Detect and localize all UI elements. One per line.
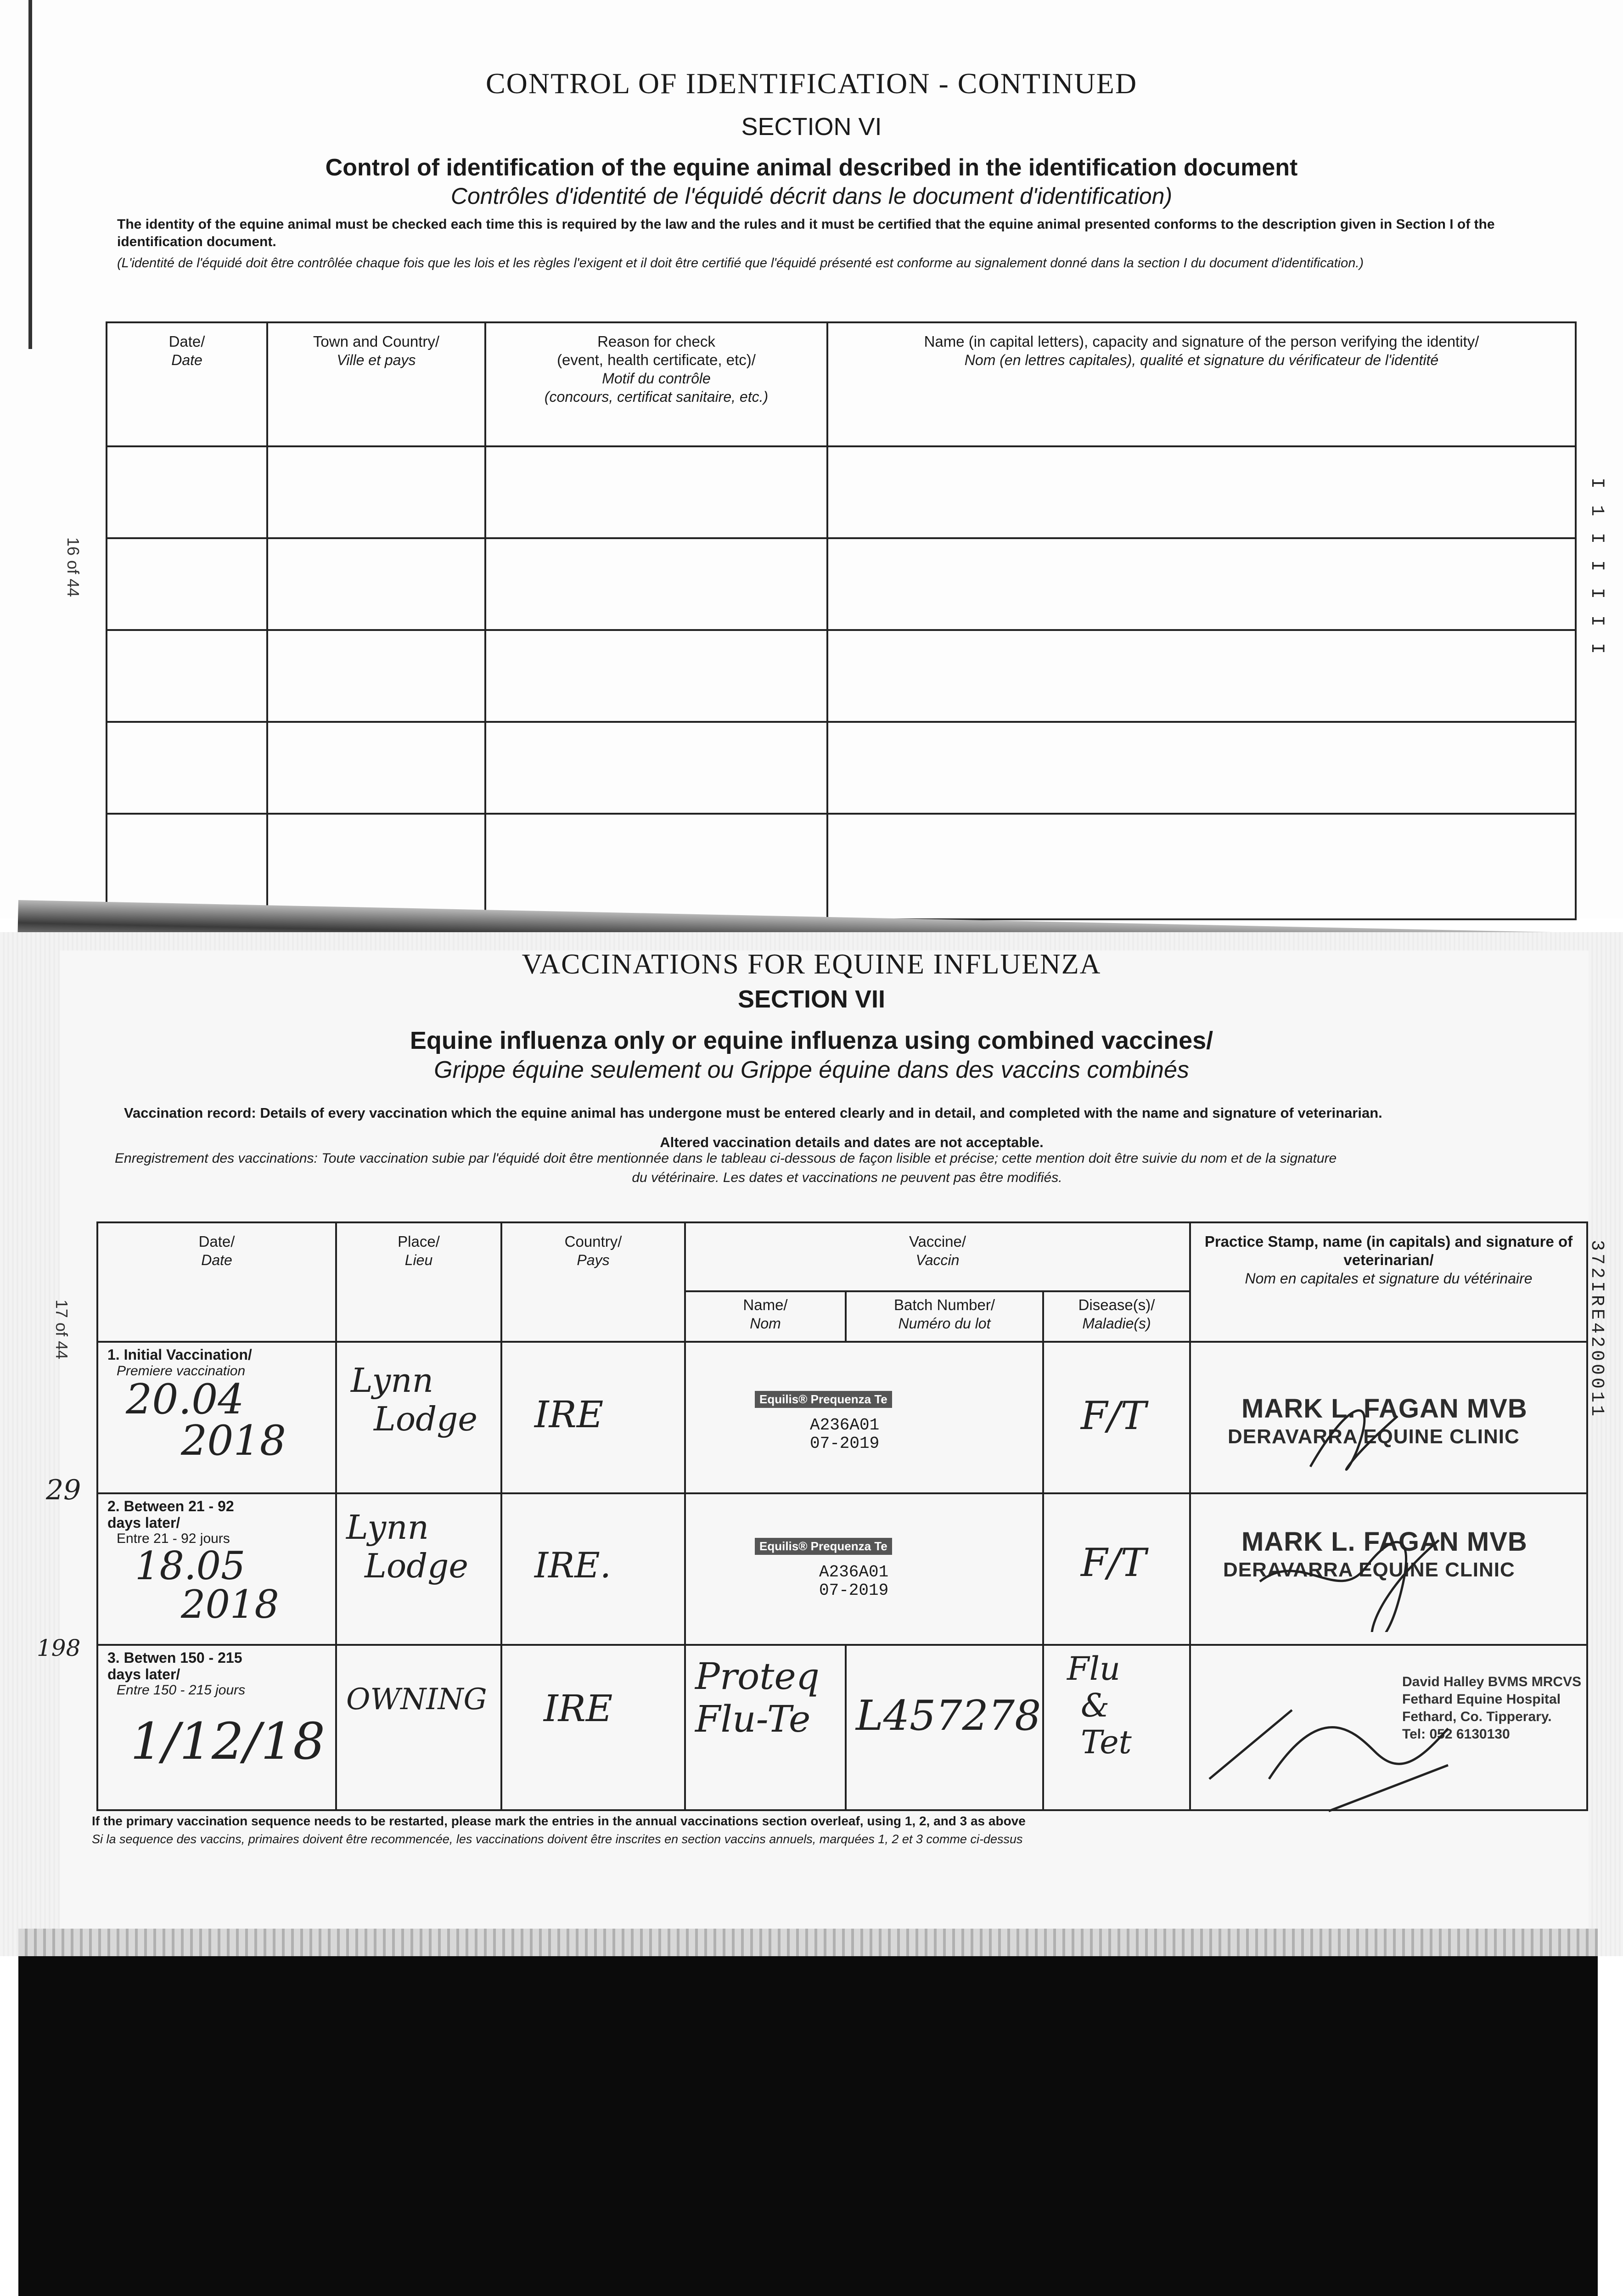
row2-date-year: 2018 <box>181 1582 279 1627</box>
row2-signature <box>1246 1513 1453 1632</box>
header-place <box>336 1222 501 1342</box>
header-vaccine-fr: Vaccin <box>915 1252 960 1268</box>
row3-vaccine-2: Flu-Te <box>695 1698 811 1740</box>
row1-disease: F/T <box>1081 1393 1146 1438</box>
vaccination-row-2 <box>97 1493 1587 1645</box>
section-vii-title: VACCINATIONS FOR EQUINE INFLUENZA <box>522 949 1101 980</box>
vaccination-row-3 <box>97 1645 1587 1810</box>
section-vi-number: SECTION VI <box>741 113 882 141</box>
row2-vet-name: MARK L. FAGAN MVB <box>1241 1527 1528 1557</box>
header-verifier <box>827 322 1576 446</box>
row1-label-en: 1. Initial Vaccination/ <box>107 1346 252 1363</box>
row3-label-en: 3. Betwen 150 - 215 days later/ <box>107 1649 242 1683</box>
row2-vaccine-label <box>755 1538 892 1555</box>
header-vaccine-en: Vaccine/ <box>909 1233 966 1250</box>
row1-disease-cell <box>1043 1342 1190 1493</box>
header-vaccine-name <box>685 1291 846 1342</box>
identity-table-header <box>107 322 1576 446</box>
section-vi-heading-en: Control of identification of the equine animal described in the identification document <box>325 154 1298 181</box>
row3-vaccine-1: Proteq <box>695 1655 820 1698</box>
header-reason-en2: (event, health certificate, etc)/ <box>557 351 756 368</box>
row2-expiry: 07-2019 <box>819 1581 889 1600</box>
row3-batch: L457278 <box>856 1692 1041 1740</box>
row1-batch-block <box>810 1416 879 1453</box>
row3-vaccine-cell <box>685 1645 846 1810</box>
vaccination-record-en: Vaccination record: Details of every vaccination which the equine animal has undergone must be entered clearly and in detail, and completed with the name and signature of veterinarian. <box>124 1105 1382 1121</box>
row1-label-fr: Premiere vaccination <box>117 1363 246 1379</box>
identity-check-table <box>106 321 1577 920</box>
header-town-fr: Ville et pays <box>337 352 416 368</box>
row3-vet-stamp-2: Fethard Equine Hospital <box>1402 1692 1561 1707</box>
vaccination-record-fr: Enregistrement des vaccinations: Toute vaccination subie par l'équidé doit être mentionnée dans le tableau ci-dessous de façon lisible et précise; cette mention doit être suivie du nom et de la signature <box>115 1151 1337 1166</box>
row2-vet-stamp-cell <box>1190 1493 1587 1645</box>
row3-signature <box>1200 1673 1457 1820</box>
header-place-en: Place/ <box>398 1233 440 1250</box>
row1-vet-name: MARK L. FAGAN MVB <box>1241 1394 1528 1424</box>
table-row <box>107 446 1576 538</box>
row1-place-2: Lodge <box>374 1400 477 1438</box>
header-batch-en: Batch Number/ <box>893 1296 995 1313</box>
table-row <box>107 814 1576 919</box>
header-reason-fr2: (concours, certificat sanitaire, etc.) <box>544 388 769 405</box>
row1-expiry: 07-2019 <box>810 1434 880 1453</box>
row3-date-cell <box>97 1645 336 1810</box>
row1-country: IRE <box>534 1393 604 1436</box>
margin-note-198: 198 <box>37 1635 81 1661</box>
row3-disease-cell <box>1043 1645 1190 1810</box>
row1-date-year: 2018 <box>181 1417 286 1465</box>
vaccination-record-en2: Altered vaccination details and dates are not acceptable. <box>660 1134 1044 1150</box>
header-place-fr: Lieu <box>404 1252 433 1268</box>
table-row <box>107 538 1576 630</box>
vaccination-record-fr2: du vétérinaire. Les dates et vaccinations ne peuvent pas être modifiés. <box>632 1170 1062 1185</box>
vaccination-row-1 <box>97 1342 1587 1493</box>
header-town-en: Town and Country/ <box>313 333 440 350</box>
header-verifier-fr: Nom (en lettres capitales), qualité et signature du vérificateur de l'identité <box>964 352 1439 368</box>
header-stamp-en: Practice Stamp, name (in capitals) and signature of veterinarian/ <box>1204 1233 1573 1268</box>
row3-disease-3: Tet <box>1081 1723 1132 1761</box>
header-date <box>97 1222 336 1342</box>
side-number-lower: 372IRE4200011 <box>1586 1240 1607 1419</box>
section-vii-heading-en: Equine influenza only or equine influenza using combined vaccines/ <box>410 1027 1213 1054</box>
header-vaccine-name-en: Name/ <box>743 1296 788 1313</box>
row3-date: 1/12/18 <box>130 1712 326 1771</box>
row2-batch: A236A01 <box>819 1563 889 1581</box>
row2-date-day: 18.05 <box>135 1543 246 1588</box>
row1-vaccine-label <box>755 1391 892 1408</box>
table-row <box>107 630 1576 722</box>
row2-country-cell <box>501 1493 685 1645</box>
header-verifier-en: Name (in capital letters), capacity and signature of the person verifying the identity/ <box>924 333 1479 350</box>
header-date-en: Date/ <box>198 1233 235 1250</box>
section-vii-heading-fr: Grippe équine seulement ou Grippe équine dans des vaccins combinés <box>434 1057 1189 1083</box>
footer-restart-fr: Si la sequence des vaccins, primaires doivent être recommencée, les vaccinations doivent être inscrites en section vaccins annuels, marquées 1, 2 et 3 comme ci-dessus <box>92 1832 1023 1846</box>
row1-vaccine-sticker-cell <box>685 1342 1043 1493</box>
header-country-fr: Pays <box>577 1252 610 1268</box>
row2-disease: F/T <box>1081 1540 1146 1585</box>
row2-vaccine-name: Equilis® Prequenza Te <box>755 1538 892 1555</box>
header-country-en: Country/ <box>564 1233 622 1250</box>
page-number-16: 16 of 44 <box>64 537 83 597</box>
row1-place-cell <box>336 1342 501 1493</box>
row3-country-cell <box>501 1645 685 1810</box>
header-date-fr: Date <box>171 352 202 368</box>
row1-signature <box>1283 1375 1421 1490</box>
header-date-en: Date/ <box>168 333 205 350</box>
row1-date-day: 20.04 <box>126 1375 244 1424</box>
row3-label-fr: Entre 150 - 215 jours <box>117 1683 246 1698</box>
row3-vet-stamp-4: Tel: 052 6130130 <box>1402 1727 1510 1742</box>
footer-restart-en: If the primary vaccination sequence needs to be restarted, please mark the entries in the annual vaccinations section overleaf, using 1, 2, and 3 as above <box>92 1814 1026 1828</box>
row1-vet-stamp-cell <box>1190 1342 1587 1493</box>
row3-vet-stamp-3: Fethard, Co. Tipperary. <box>1402 1709 1552 1724</box>
row2-place-2: Lodge <box>365 1547 468 1585</box>
side-number-upper: I 1 I I I I I <box>1586 478 1607 657</box>
row3-vet-stamp-1: David Halley BVMS MRCVS <box>1402 1674 1582 1689</box>
section-vi-intro-en: The identity of the equine animal must be checked each time this is required by the law and the rules and it must be certified that the equine animal presented conforms to the description given in Section I of the identification document. <box>117 217 1495 249</box>
header-town <box>267 322 485 446</box>
header-practice-stamp <box>1190 1222 1587 1342</box>
row2-date-cell <box>97 1493 336 1645</box>
header-vaccine <box>685 1222 1190 1291</box>
row2-place-1: Lynn <box>346 1508 429 1547</box>
margin-note-29: 29 <box>46 1474 81 1506</box>
header-reason <box>485 322 827 446</box>
header-reason-fr: Motif du contrôle <box>602 370 711 387</box>
row3-place-cell <box>336 1645 501 1810</box>
header-stamp-fr: Nom en capitales et signature du vétérinaire <box>1245 1270 1533 1287</box>
section-vi-intro-fr: (L'identité de l'équidé doit être contrôlée chaque fois que les lois et les règles l'exigent et il doit être certifié que l'équidé présenté est conforme au signalement donné dans la section I du document d'identification.) <box>117 256 1364 270</box>
row2-label-fr: Entre 21 - 92 jours <box>117 1531 230 1546</box>
header-vaccine-name-fr: Nom <box>750 1315 781 1332</box>
row1-vet-clinic: DERAVARRA EQUINE CLINIC <box>1228 1425 1520 1448</box>
row3-disease-1: Flu <box>1067 1650 1121 1688</box>
row3-country: IRE <box>544 1687 613 1730</box>
header-disease-en: Disease(s)/ <box>1078 1296 1155 1313</box>
table-row <box>107 722 1576 814</box>
section-vi-title: CONTROL OF IDENTIFICATION - CONTINUED <box>485 67 1138 100</box>
row3-vet-stamp-cell <box>1190 1645 1587 1810</box>
vaccination-header-row1 <box>97 1222 1587 1291</box>
row3-disease-2: & <box>1081 1687 1110 1724</box>
page-number-17: 17 of 44 <box>52 1300 71 1360</box>
header-reason-en: Reason for check <box>597 333 715 350</box>
row1-batch: A236A01 <box>810 1416 880 1435</box>
vaccination-table <box>96 1221 1588 1811</box>
row3-batch-cell <box>846 1645 1043 1810</box>
header-country <box>501 1222 685 1342</box>
row2-vaccine-sticker-cell <box>685 1493 1043 1645</box>
row1-place-1: Lynn <box>351 1361 433 1400</box>
section-vii-number: SECTION VII <box>737 985 886 1013</box>
row2-country: IRE. <box>534 1545 611 1586</box>
row2-place-cell <box>336 1493 501 1645</box>
header-disease-fr: Maladie(s) <box>1082 1315 1151 1332</box>
row1-vaccine-name: Equilis® Prequenza Te <box>755 1391 892 1408</box>
page-section-vi <box>0 0 1623 918</box>
row2-disease-cell <box>1043 1493 1190 1645</box>
row1-country-cell <box>501 1342 685 1493</box>
row1-date-cell <box>97 1342 336 1493</box>
header-date-fr: Date <box>201 1252 232 1268</box>
row3-place: OWNING <box>346 1683 487 1716</box>
row2-vet-clinic: DERAVARRA EQUINE CLINIC <box>1223 1559 1515 1581</box>
header-batch-fr: Numéro du lot <box>898 1315 991 1332</box>
header-batch <box>846 1291 1043 1342</box>
row2-batch-block <box>819 1563 888 1600</box>
header-disease <box>1043 1291 1190 1342</box>
header-date <box>107 322 267 446</box>
section-vi-heading-fr: Contrôles d'identité de l'équidé décrit dans le document d'identification) <box>450 183 1173 209</box>
scanner-background <box>18 1956 1598 2296</box>
row2-label-en: 2. Between 21 - 92 days later/ <box>107 1498 234 1531</box>
